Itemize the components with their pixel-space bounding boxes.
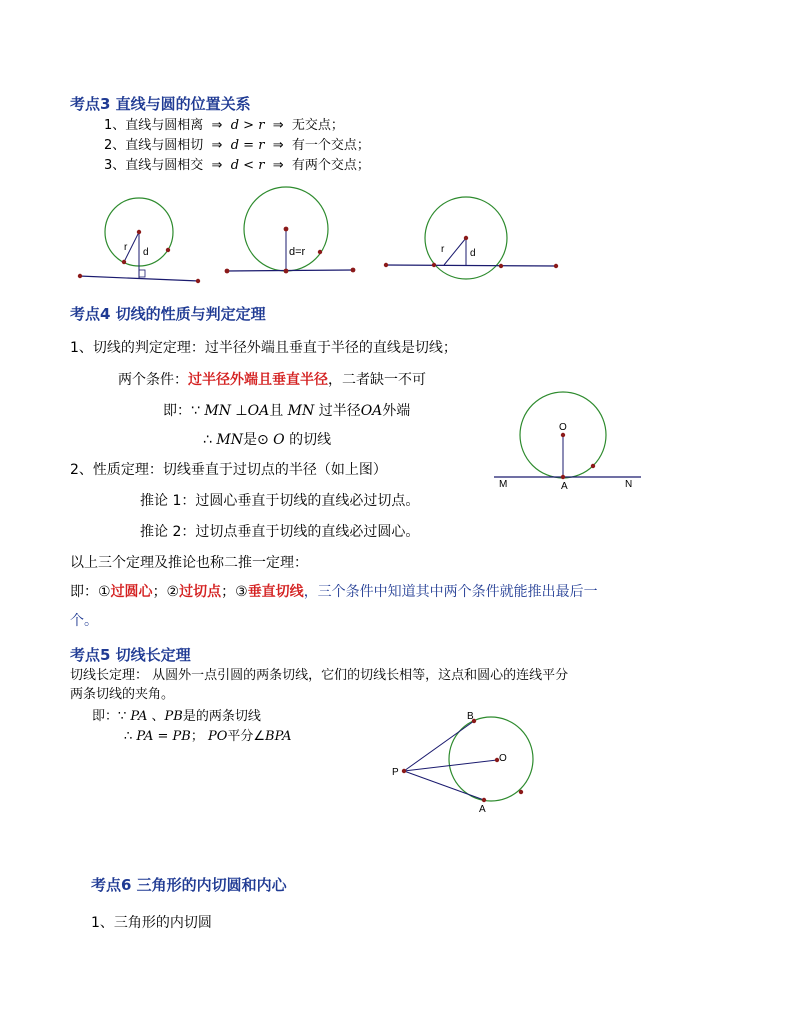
text-segment: 且 (269, 403, 288, 419)
relation-result: 无交点； (291, 118, 344, 133)
label-p: P (392, 767, 399, 778)
three-conditions-end: 个。 (70, 613, 98, 629)
section-4-title: 考点4 切线的性质与判定定理 (70, 305, 266, 323)
point-a (482, 798, 486, 802)
label-o: O (559, 422, 567, 433)
math-var: PA (130, 709, 148, 724)
label-m: M (499, 479, 508, 490)
section-5-title: 考点5 切线长定理 (70, 646, 191, 664)
math-var: OA (360, 403, 383, 419)
relation-result: 有一个交点； (291, 138, 370, 153)
math-var: MN (287, 403, 315, 419)
label-n: N (625, 479, 633, 490)
relation-condition: d < r (230, 158, 265, 173)
implies-arrow: ⇒ (211, 138, 223, 153)
text-segment: ⊥ (230, 403, 248, 419)
math-var: PO (207, 729, 228, 744)
relation-label: 3、直线与圆相交 (104, 158, 204, 173)
text-segment: ，二者缺一不可 (328, 372, 426, 388)
implies-arrow: ⇒ (272, 138, 284, 153)
tangent-length-theorem: 切线长定理： 从圆外一点引圆的两条切线，它们的切线长相等，这点和圆心的连线平分 (70, 668, 569, 683)
implies-arrow: ⇒ (211, 158, 223, 173)
text-segment: 的切线 (284, 432, 332, 448)
text-segment: 过半径 (314, 403, 361, 419)
text-segment: ； (190, 729, 208, 744)
corollary-1: 推论 1：过圆心垂直于切线的直线必过切点。 (140, 493, 420, 509)
relation-result: 有两个交点； (291, 158, 370, 173)
text-segment: 是的两条切线 (182, 709, 261, 724)
text-segment: 外端 (382, 403, 411, 419)
text-segment: 两个条件： (118, 372, 188, 388)
relation-label: 2、直线与圆相切 (104, 138, 204, 153)
label-o: O (499, 753, 507, 764)
math-var: OA (247, 403, 270, 419)
property-theorem: 2、性质定理：切线垂直于过切点的半径（如上图） (70, 462, 387, 478)
emphasis-text: 过圆心 (110, 584, 153, 600)
label-r: r (441, 244, 445, 255)
section-6-title: 考点6 三角形的内切圆和内心 (91, 876, 287, 894)
relation-label: 1、直线与圆相离 (104, 118, 204, 133)
implies-arrow: ⇒ (211, 118, 223, 133)
label-a: A (561, 481, 568, 492)
section-3-title: 考点3 直线与圆的位置关系 (70, 95, 251, 113)
two-implies-one-intro: 以上三个定理及推论也称二推一定理： (70, 555, 308, 571)
point (519, 790, 523, 794)
point-p (402, 769, 406, 773)
implies-arrow: ⇒ (272, 118, 284, 133)
text-segment: 即：∵ (92, 709, 131, 724)
text-segment: 是⊙ (242, 432, 274, 448)
tangent-pa (404, 771, 484, 800)
math-expression: PA = PB (136, 729, 191, 744)
highlight-text: ，三个条件中知道其中两个条件就能推出最后一 (303, 584, 598, 600)
text-segment: 即：∵ (163, 403, 205, 419)
relation-condition: d = r (230, 138, 265, 153)
emphasis-text: 过切点 (179, 584, 222, 600)
emphasis-text: 垂直切线 (247, 584, 304, 600)
math-var: MN (216, 432, 243, 448)
label-d: d (143, 247, 149, 258)
label-d: d (470, 248, 476, 259)
label-r: r (124, 242, 128, 253)
label-d-eq-r: d=r (289, 246, 306, 258)
math-var: O (273, 432, 285, 448)
emphasis-text: 过半径外端且垂直半径 (188, 372, 328, 388)
text-segment: ∴ (124, 729, 137, 744)
text-segment: 平分∠ (227, 729, 266, 744)
math-var: PB (164, 709, 183, 724)
incircle-heading: 1、三角形的内切圆 (91, 915, 212, 931)
text-segment: ；③ (221, 584, 248, 600)
text-segment: ；② (152, 584, 180, 600)
corollary-2: 推论 2：过切点垂直于切线的直线必过圆心。 (140, 524, 420, 540)
label-a: A (479, 804, 486, 815)
math-var: BPA (265, 729, 292, 744)
text-segment: 、 (147, 709, 165, 724)
math-var: MN (204, 403, 231, 419)
implies-arrow: ⇒ (272, 158, 284, 173)
text-segment: 即：① (70, 584, 111, 600)
relation-condition: d > r (230, 118, 265, 133)
criterion-theorem: 1、切线的判定定理：过半径外端且垂直于半径的直线是切线； (70, 340, 457, 356)
text-segment: ∴ (203, 432, 217, 448)
tangent-length-theorem-cont: 两条切线的夹角。 (70, 687, 175, 702)
label-b: B (467, 711, 474, 722)
